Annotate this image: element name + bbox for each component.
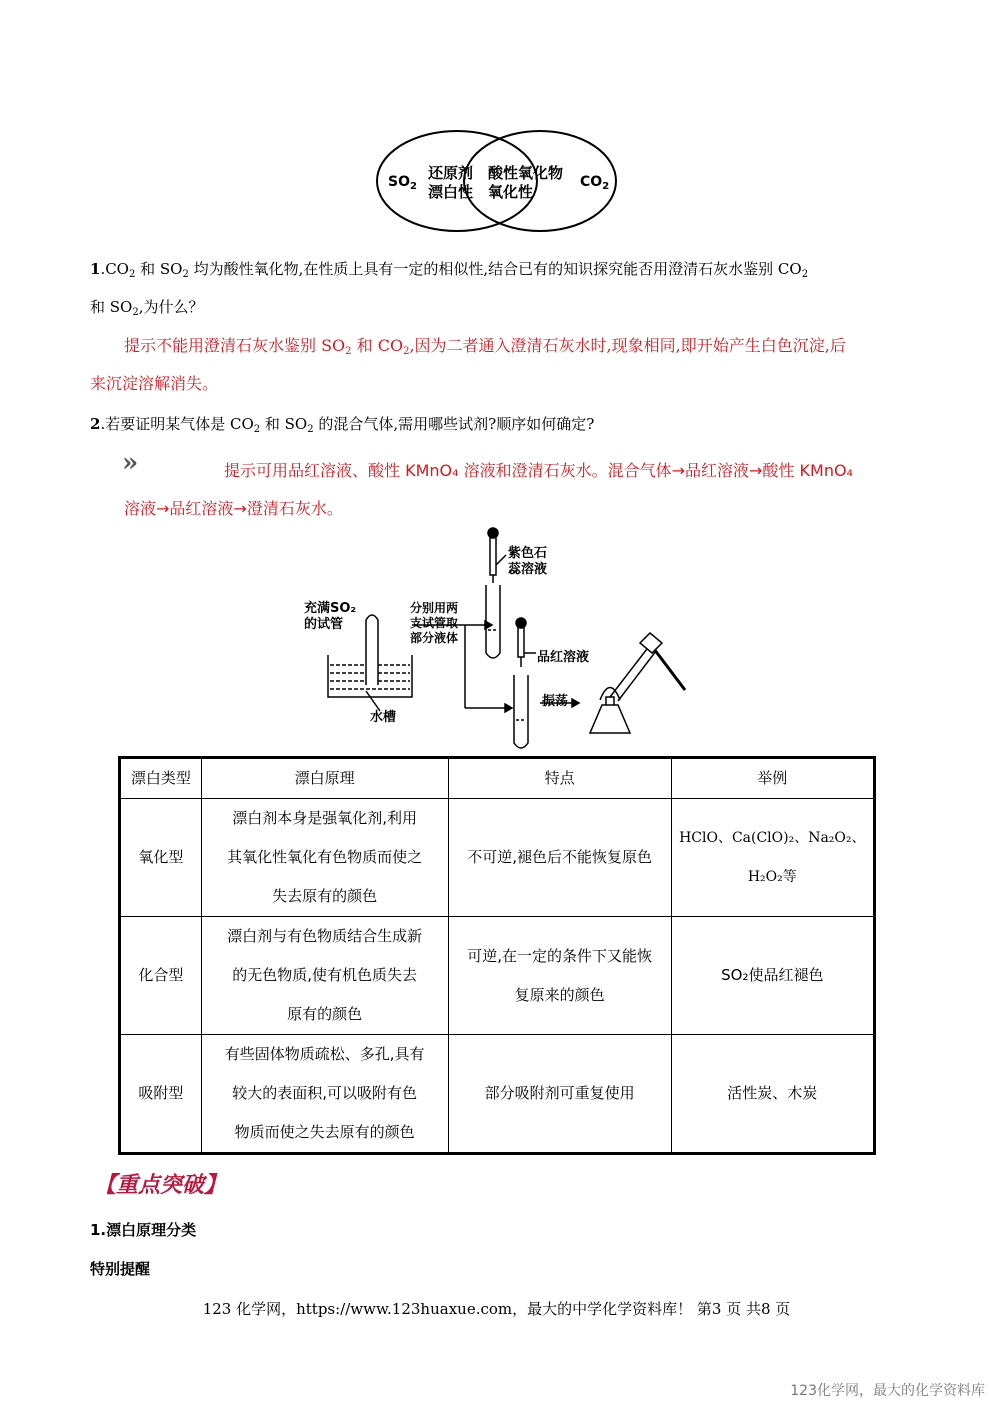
alcohol-lamp (590, 705, 630, 733)
row-type: 化合型 (120, 917, 202, 1035)
venn-so2-label: $SO_2$ (388, 174, 417, 192)
row-principle: 有些固体物质疏松、多孔,具有 较大的表面积,可以吸附有色 物质而使之失去原有的颜色 (201, 1035, 448, 1154)
table-row (120, 799, 875, 917)
venn-overlap: 酸性氧化物 氧化性 (488, 164, 564, 201)
so2-tube-label: 充满SO₂ 的试管 (304, 601, 357, 632)
bleaching-table (118, 756, 876, 1155)
watermark: 123化学网，最大的化学资料库 (790, 1383, 985, 1399)
double-arrow-icon: » (122, 448, 139, 478)
experiment-diagram (300, 525, 700, 755)
row-example: SO₂使品红褪色 (671, 917, 874, 1035)
question-2: 2.若要证明某气体是 $CO_2$ 和 $SO_2$ 的混合气体,需用哪些试剂?顺序如何确定? (90, 415, 595, 435)
row-example: 活性炭、木炭 (671, 1035, 874, 1154)
page-footer: 123 化学网，https://www.123huaxue.com，最大的中学化学资料库！ 第3 页 共8 页 (202, 1300, 791, 1318)
row-principle: 漂白剂本身是强氧化剂,利用 其氧化性氧化有色物质而使之 失去原有的颜色 (201, 799, 448, 917)
header-type: 漂白类型 (120, 758, 202, 799)
question-1-line2: 和 $SO_2$,为什么？ (90, 298, 204, 318)
answer-2: 提示可用品红溶液、酸性 KMnO₄ 溶液和澄清石灰水。混合气体→品红溶液→酸性 KMnO₄ (224, 461, 853, 480)
row-feature: 可逆,在一定的条件下又能恢 复原来的颜色 (448, 917, 671, 1035)
header-example: 举例 (671, 758, 874, 799)
row-principle: 漂白剂与有色物质结合生成新 的无色物质,使有机色质失去 原有的颜色 (201, 917, 448, 1035)
special-reminder: 特别提醒 (90, 1260, 151, 1278)
answer-1: 提示不能用澄清石灰水鉴别 $SO_2$ 和 $CO_2$,因为二者通入澄清石灰水时,现象相同,即开始产生白色沉淀,后 (124, 336, 846, 357)
answer-2-line2: 溶液→品红溶液→澄清石灰水。 (124, 499, 343, 518)
row-feature: 部分吸附剂可重复使用 (448, 1035, 671, 1154)
key-title: 【重点突破】 (94, 1172, 227, 1198)
section-heading: 1.漂白原理分类 (90, 1221, 197, 1239)
header-principle: 漂白原理 (201, 758, 448, 799)
venn-co2-label: $CO_2$ (580, 174, 610, 192)
shake-label: 振荡 (542, 694, 569, 709)
trough-label: 水槽 (370, 710, 397, 725)
row-example: HClO、Ca(ClO)₂、Na₂O₂、 H₂O₂等 (671, 799, 874, 917)
litmus-label: 紫色石 蕊溶液 (508, 546, 548, 577)
question-1: $1.CO_2$ 和 $SO_2$ 均为酸性氧化物,在性质上具有一定的相似性,结合已有的知识探究能否用澄清石灰水鉴别 $CO_2$ (90, 260, 809, 280)
table-row (120, 1035, 875, 1154)
split-label: 分别用两 支试管取 部分液体 (410, 601, 459, 645)
row-feature: 不可逆,褪色后不能恢复原色 (448, 799, 671, 917)
test-tube-1 (486, 585, 500, 658)
row-type: 吸附型 (120, 1035, 202, 1154)
venn-left-only: 还原剂 漂白性 (428, 164, 474, 201)
table-header-row (120, 758, 875, 799)
header-feature: 特点 (448, 758, 671, 799)
fuchsin-label: 品红溶液 (537, 650, 590, 665)
table-row (120, 917, 875, 1035)
inverted-test-tube (366, 615, 378, 685)
test-tube-2 (514, 675, 528, 748)
row-type: 氧化型 (120, 799, 202, 917)
answer-1-line2: 来沉淀溶解消失。 (90, 374, 219, 393)
